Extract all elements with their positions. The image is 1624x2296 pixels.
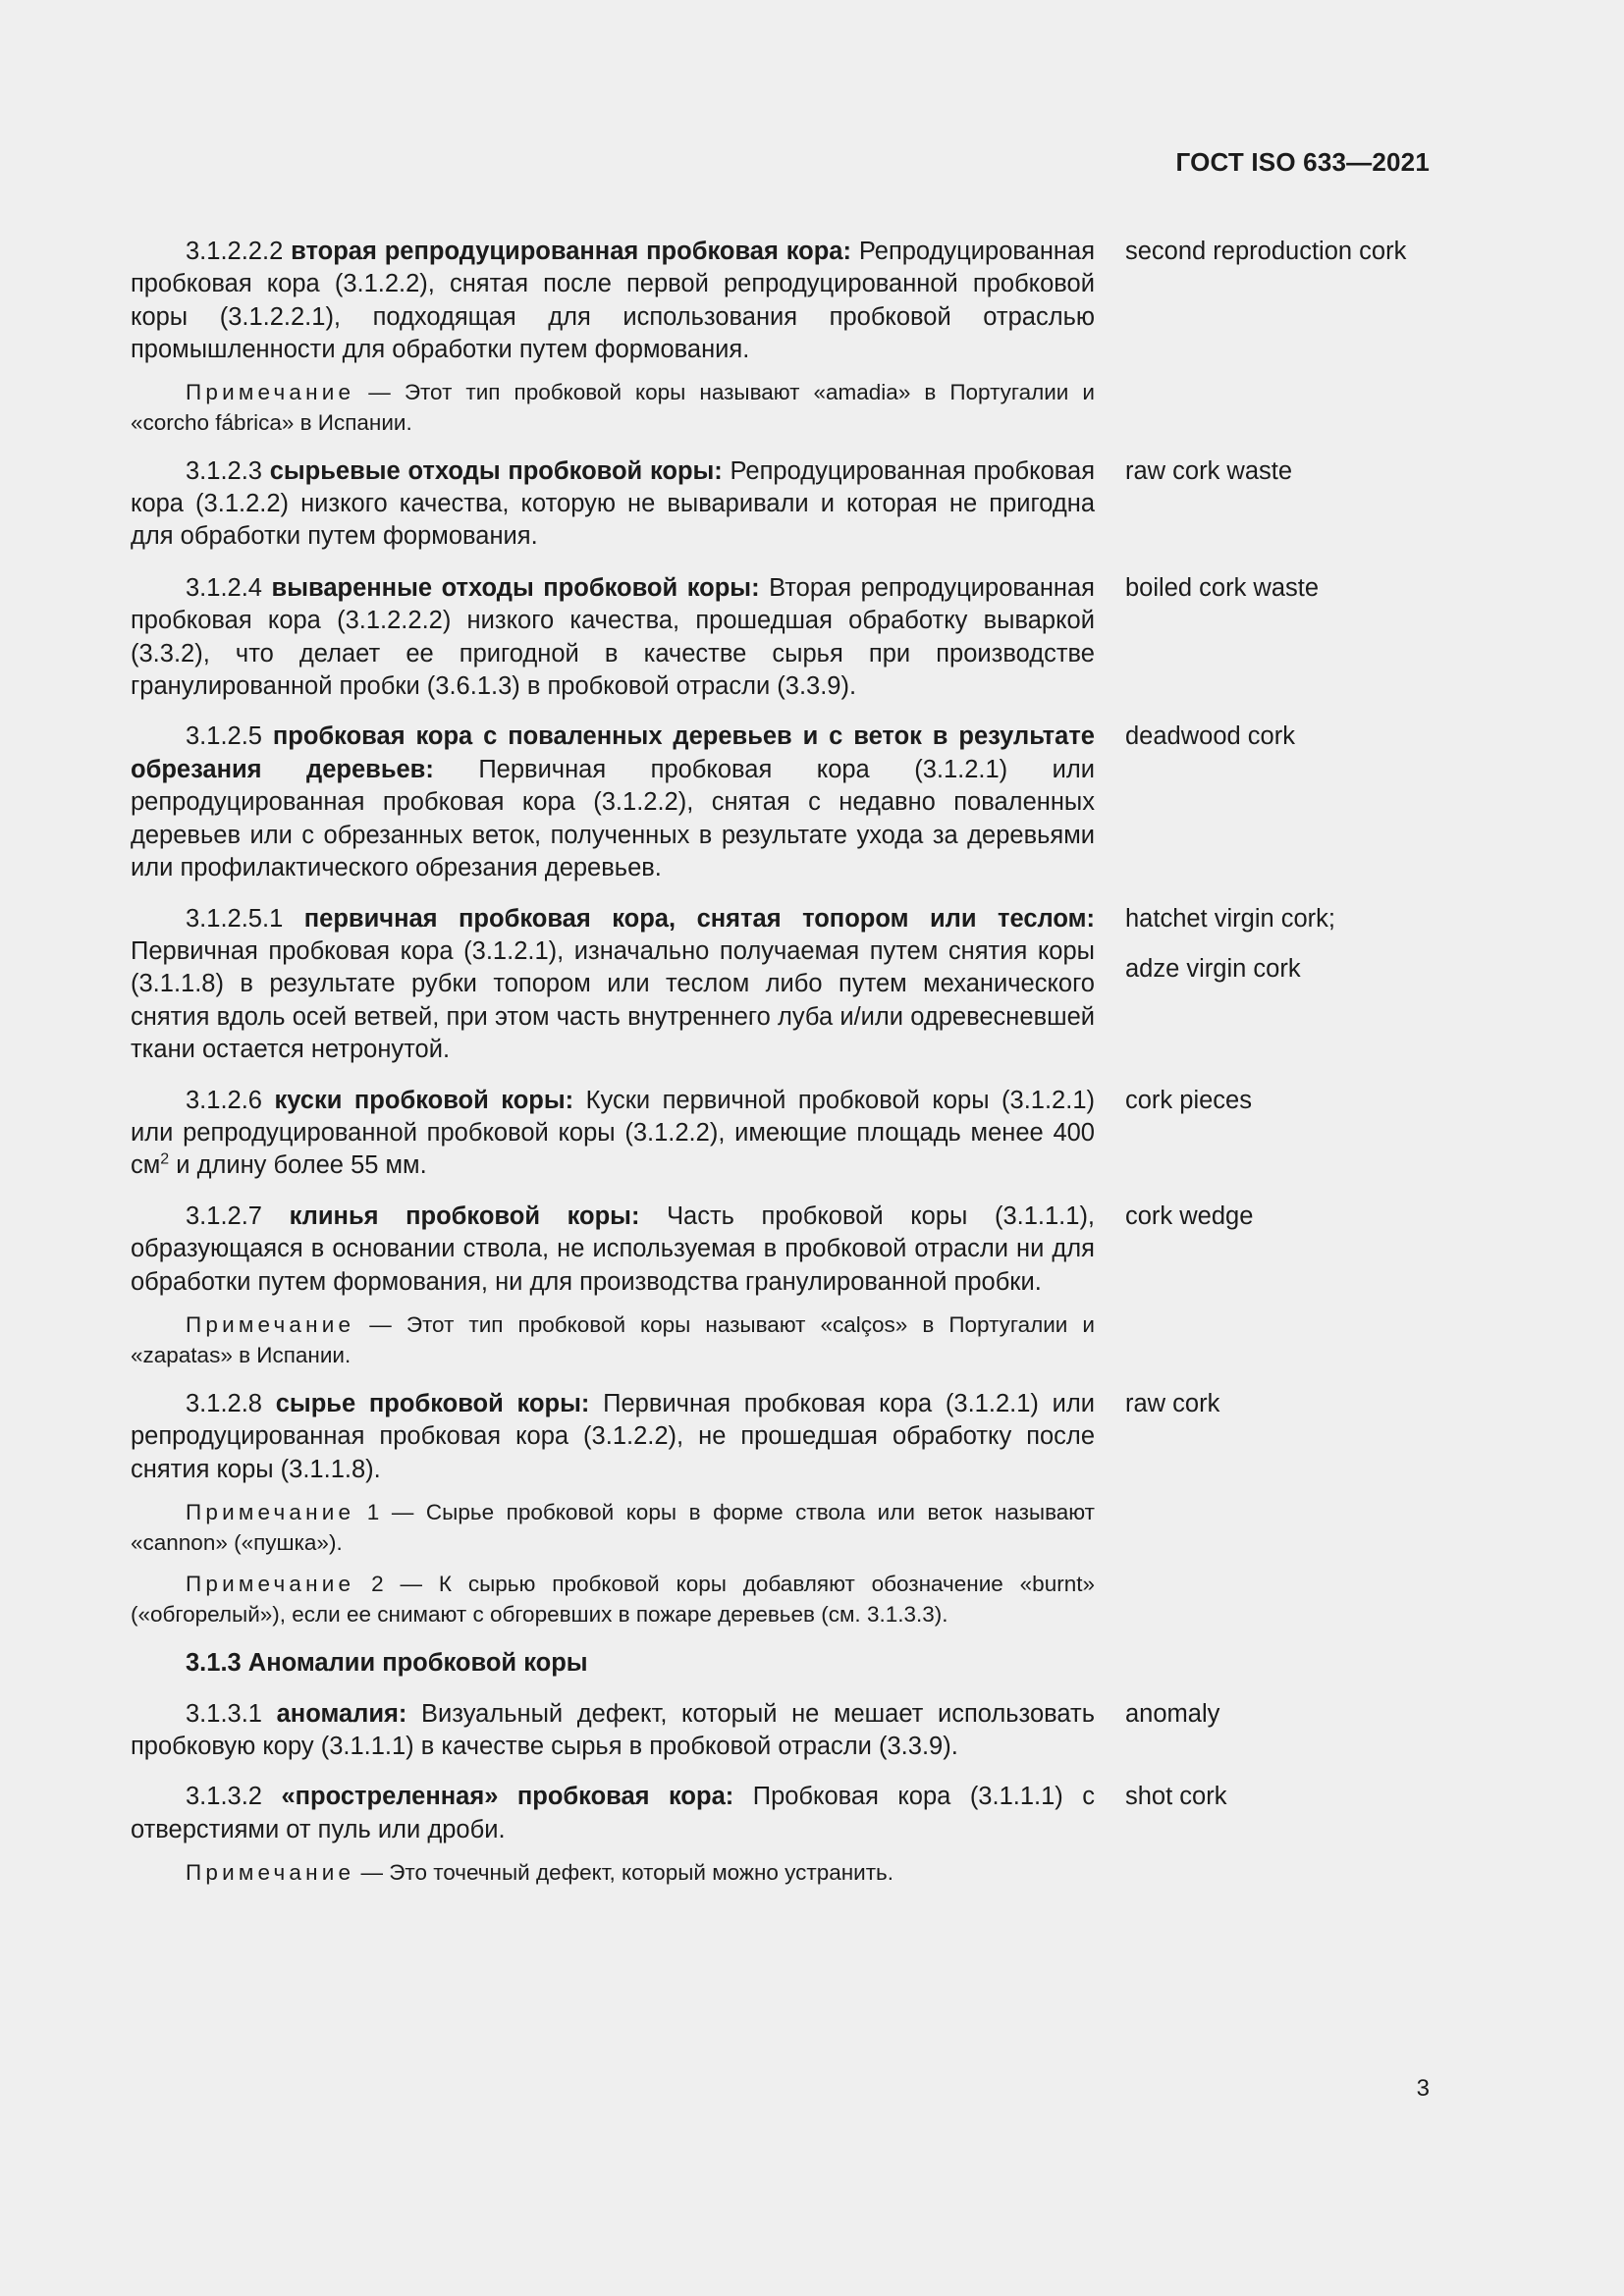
english-term [1125,1085,1420,1117]
definition-text: Пробковая кора (3.1.1.1) с отверстиями от пуль или дроби. [131,1783,1095,1843]
definition-text: Куски первичной пробковой коры (3.1.2.1) или репродуцированной пробковой коры (3.1.2.2), имеющие площадь менее 400 см [131,1086,1095,1180]
term-entry [131,1201,1436,1299]
term-definition [131,1388,1095,1486]
english-term [1125,903,1420,987]
note-label: Примечание [186,1311,355,1337]
english-term-line: adze virgin cork [1125,954,1301,983]
note-text: 1 — Сырье пробковой коры в форме ствола или веток называют «cannon» («пушка»). [131,1500,1095,1556]
note [131,1497,1095,1558]
term-name: вторая репродуцированная пробковая кора: [291,238,851,265]
english-term [1125,721,1420,753]
term-name: сырьевые отходы пробковой коры: [269,456,723,485]
term-definition [131,1781,1095,1846]
english-term [1125,1201,1420,1233]
term-name: первичная пробковая кора, снятая топором или теслом: [303,904,1095,933]
english-term-line: deadwood cork [1125,722,1295,751]
definition-text: Визуальный дефект, который не мешает использовать пробковую кору (3.1.1.1) в качестве сырья в пробковой отрасли (3.3.9). [131,1699,1095,1760]
section-title: 3.1.3 Аномалии пробковой коры [186,1649,588,1678]
term-number: 3.1.3.1 [186,1699,262,1728]
term-name: вываренные отходы пробковой коры: [271,573,760,602]
term-name: «простреленная» пробковая кора: [281,1783,734,1811]
term-number: 3.1.2.5 [186,722,262,751]
definition-text: Первичная пробковая кора (3.1.2.1), изначально получаемая путем снятия коры (3.1.1.8) в результате рубки топором или теслом либо путем механического снятия вдоль осей ветвей, при этом часть внутреннего луба и/или одревесневшей ткани остается нетронутой. [131,936,1095,1064]
definition-text: Часть пробковой коры (3.1.1.1), образующаяся в основании ствола, не используемая в пробковой отрасли ни для обработки путем формования, ни для производства гранулированной пробки. [131,1201,1096,1296]
term-entry [131,455,1436,554]
term-definition [131,572,1095,704]
term-name: пробковая кора с поваленных деревьев и с веток в результате обрезания деревьев: [131,722,1095,783]
english-term [1125,1698,1420,1731]
term-entry [131,1388,1436,1486]
note-text: — Этот тип пробковой коры называют «calços» в Португалии и «zapatas» в Испании. [131,1311,1095,1367]
english-term-line: boiled cork waste [1125,573,1320,602]
note [131,377,1095,438]
term-entry [131,721,1436,884]
term-name: клинья пробковой коры: [289,1201,640,1230]
definition-text: Репродуцированная пробковая кора (3.1.2.2) низкого качества, которую не вываривали и которая не пригодна для обработки путем формования. [131,456,1095,551]
definition-text: Вторая репродуцированная пробковая кора (3.1.2.2.2) низкого качества, прошедшая обработку вываркой (3.3.2), что делает ее пригодной в качестве сырья при производстве гранулированной пробки (3.6.1.3) в пробковой отрасли (3.3.9). [131,573,1095,701]
term-definition [131,236,1095,367]
term-definition [131,455,1095,554]
english-term [1125,1781,1420,1813]
term-number: 3.1.2.5.1 [186,904,284,933]
note [131,1857,1095,1888]
term-entry [131,236,1436,367]
english-term [1125,236,1420,268]
term-entry [131,1781,1436,1846]
note [131,1309,1095,1370]
english-term-line: hatchet virgin cork; [1125,904,1336,933]
term-number: 3.1.2.8 [186,1389,262,1417]
definition-text: Первичная пробковая кора (3.1.2.1) или репродуцированная пробковая кора (3.1.2.2), снятая с недавно поваленных деревьев или с обрезанных веток, полученных в результате ухода за деревьями или профилактического обрезания деревьев. [131,755,1095,882]
note-text: — Это точечный дефект, который можно устранить. [360,1860,894,1886]
english-term [1125,1388,1420,1420]
note-label: Примечание [186,379,355,404]
term-entry [131,903,1436,1067]
english-term-line: raw cork waste [1125,456,1293,485]
term-number: 3.1.2.4 [186,573,262,602]
note [131,1569,1095,1629]
term-number: 3.1.2.2.2 [186,238,284,265]
term-entry [131,572,1436,704]
page-number: 3 [1416,2075,1430,2102]
definition-text: Репродуцированная пробковая кора (3.1.2.2), снятая после первой репродуцированной пробковой коры (3.1.2.2.1), подходящая для использования пробковой отраслью промышленности для обработки путем формования. [131,238,1095,364]
standard-header: ГОСТ ISO 633—2021 [1175,147,1430,177]
english-term [1125,572,1420,605]
term-name: сырье пробковой коры: [275,1389,590,1417]
english-term-line: cork wedge [1125,1201,1254,1230]
term-definition [131,1085,1095,1183]
term-entry [131,1698,1436,1764]
definition-tail: и длину более 55 мм. [169,1151,427,1180]
superscript: 2 [160,1150,170,1168]
term-definition [131,721,1095,884]
english-term [1125,455,1420,488]
terms-content [131,236,1436,1888]
english-term-line: anomaly [1125,1699,1220,1728]
note-label: Примечание [186,1572,355,1597]
note-text: — Этот тип пробковой коры называют «amadia» в Португалии и «corcho fábrica» в Испании. [131,379,1095,435]
term-definition [131,1698,1095,1764]
english-term-line: second reproduction cork [1125,238,1407,265]
term-number: 3.1.3.2 [186,1783,262,1811]
note-label: Примечание [186,1500,355,1525]
note-label: Примечание [186,1860,355,1886]
term-definition [131,903,1095,1067]
term-entry [131,1085,1436,1183]
term-number: 3.1.2.6 [186,1086,262,1114]
term-definition [131,1201,1095,1299]
term-number: 3.1.2.3 [186,456,262,485]
term-name: куски пробковой коры: [274,1086,574,1114]
term-number: 3.1.2.7 [186,1201,262,1230]
english-term-line: shot cork [1125,1783,1227,1811]
english-term-line: raw cork [1125,1389,1220,1417]
definition-text: Первичная пробковая кора (3.1.2.1) или репродуцированная пробковая кора (3.1.2.2), не прошедшая обработку после снятия коры (3.1.1.8). [131,1389,1096,1483]
note-text: 2 — К сырью пробковой коры добавляют обозначение «burnt» («обгорелый»), если ее снимают с обгоревших в пожаре деревьев (см. 3.1.3.3). [131,1572,1095,1628]
term-name: аномалия: [276,1699,407,1728]
english-term-line: cork pieces [1125,1086,1252,1114]
